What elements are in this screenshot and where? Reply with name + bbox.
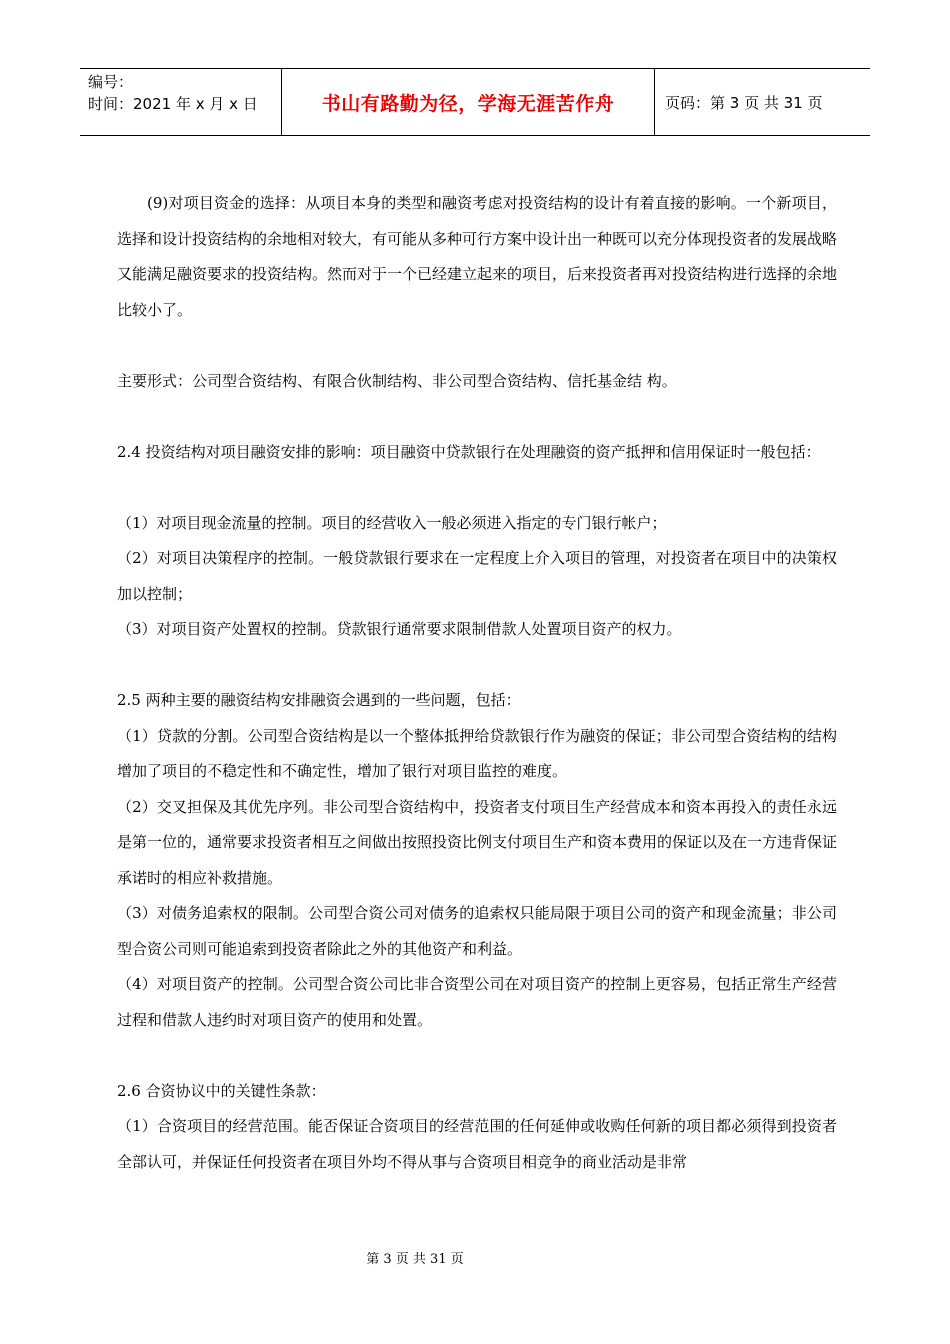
section-2-5-heading: 2.5 两种主要的融资结构安排融资会遇到的一些问题，包括： [117,691,521,709]
doc-number-label: 编号： [88,73,134,91]
date-label: 时间：2021 年 x 月 x 日 [88,95,258,113]
section-2-4-heading: 2.4 投资结构对项目融资安排的影响：项目融资中贷款银行在处理融资的资产抵押和信用保证时一般包括： [117,442,821,461]
header-meta-cell [80,69,282,135]
page-footer [0,1248,950,1267]
document-body [117,186,837,1180]
section-2-6-heading: 2.6 合资协议中的关键性条款： [117,1081,326,1100]
list-item: （4）对项目资产的控制。公司型合资公司比非合资型公司在对项目资产的控制上更容易，包括正常生产经营过程和借款人违约时对项目资产的使用和处置。 [117,975,837,1029]
header-motto: 书山有路勤为径，学海无涯苦作舟 [282,69,655,135]
list-item: （2）对项目决策程序的控制。一般贷款银行要求在一定程度上介入项目的管理，对投资者在项目中的决策权加以控制； [117,549,837,603]
list-item: （1）合资项目的经营范围。能否保证合资项目的经营范围的任何延伸或收购任何新的项目都必须得到投资者全部认可，并保证任何投资者在项目外均不得从事与合资项目相竞争的商业活动是非常 [117,1117,837,1171]
list-item: （3）对债务追索权的限制。公司型合资公司对债务的追索权只能局限于项目公司的资产和现金流量；非公司型合资公司则可能追索到投资者除此之外的其他资产和利益。 [117,904,837,958]
list-item: （1）贷款的分割。公司型合资结构是以一个整体抵押给贷款银行作为融资的保证；非公司型合资结构的结构增加了项目的不稳定性和不确定性，增加了银行对项目监控的难度。 [117,726,837,780]
header-page-info: 页码：第 3 页 共 31 页 [665,93,823,112]
list-item: （1）对项目现金流量的控制。项目的经营收入一般必须进入指定的专门银行帐户； [117,513,667,532]
paragraph-main-forms: 主要形式：公司型合资结构、有限合伙制结构、非公司型合资结构、信托基金结 构。 [117,371,677,390]
list-item: （3）对项目资产处置权的控制。贷款银行通常要求限制借款人处置项目资产的权力。 [117,620,682,638]
footer-page-number: 第 3 页 共 31 页 [366,1252,464,1267]
list-item: （2）交叉担保及其优先序列。非公司型合资结构中，投资者支付项目生产经营成本和资本再投入的责任永远是第一位的，通常要求投资者相互之间做出按照投资比例支付项目生产和资本费用的保证以及在一方违背保证承诺时的相应补救措施。 [117,797,838,887]
paragraph-project-funds: (9)对项目资金的选择：从项目本身的类型和融资考虑对投资结构的设计有着直接的影响。一个新项目，选择和设计投资结构的余地相对较大，有可能从多种可行方案中设计出一种既可以充分体现投资者的发展战略又能满足融资要求的投资结构。然而对于一个已经建立起来的项目，后来投资者再对投资结构进行选择的余地比较小了。 [117,194,838,319]
document-header [80,68,870,136]
